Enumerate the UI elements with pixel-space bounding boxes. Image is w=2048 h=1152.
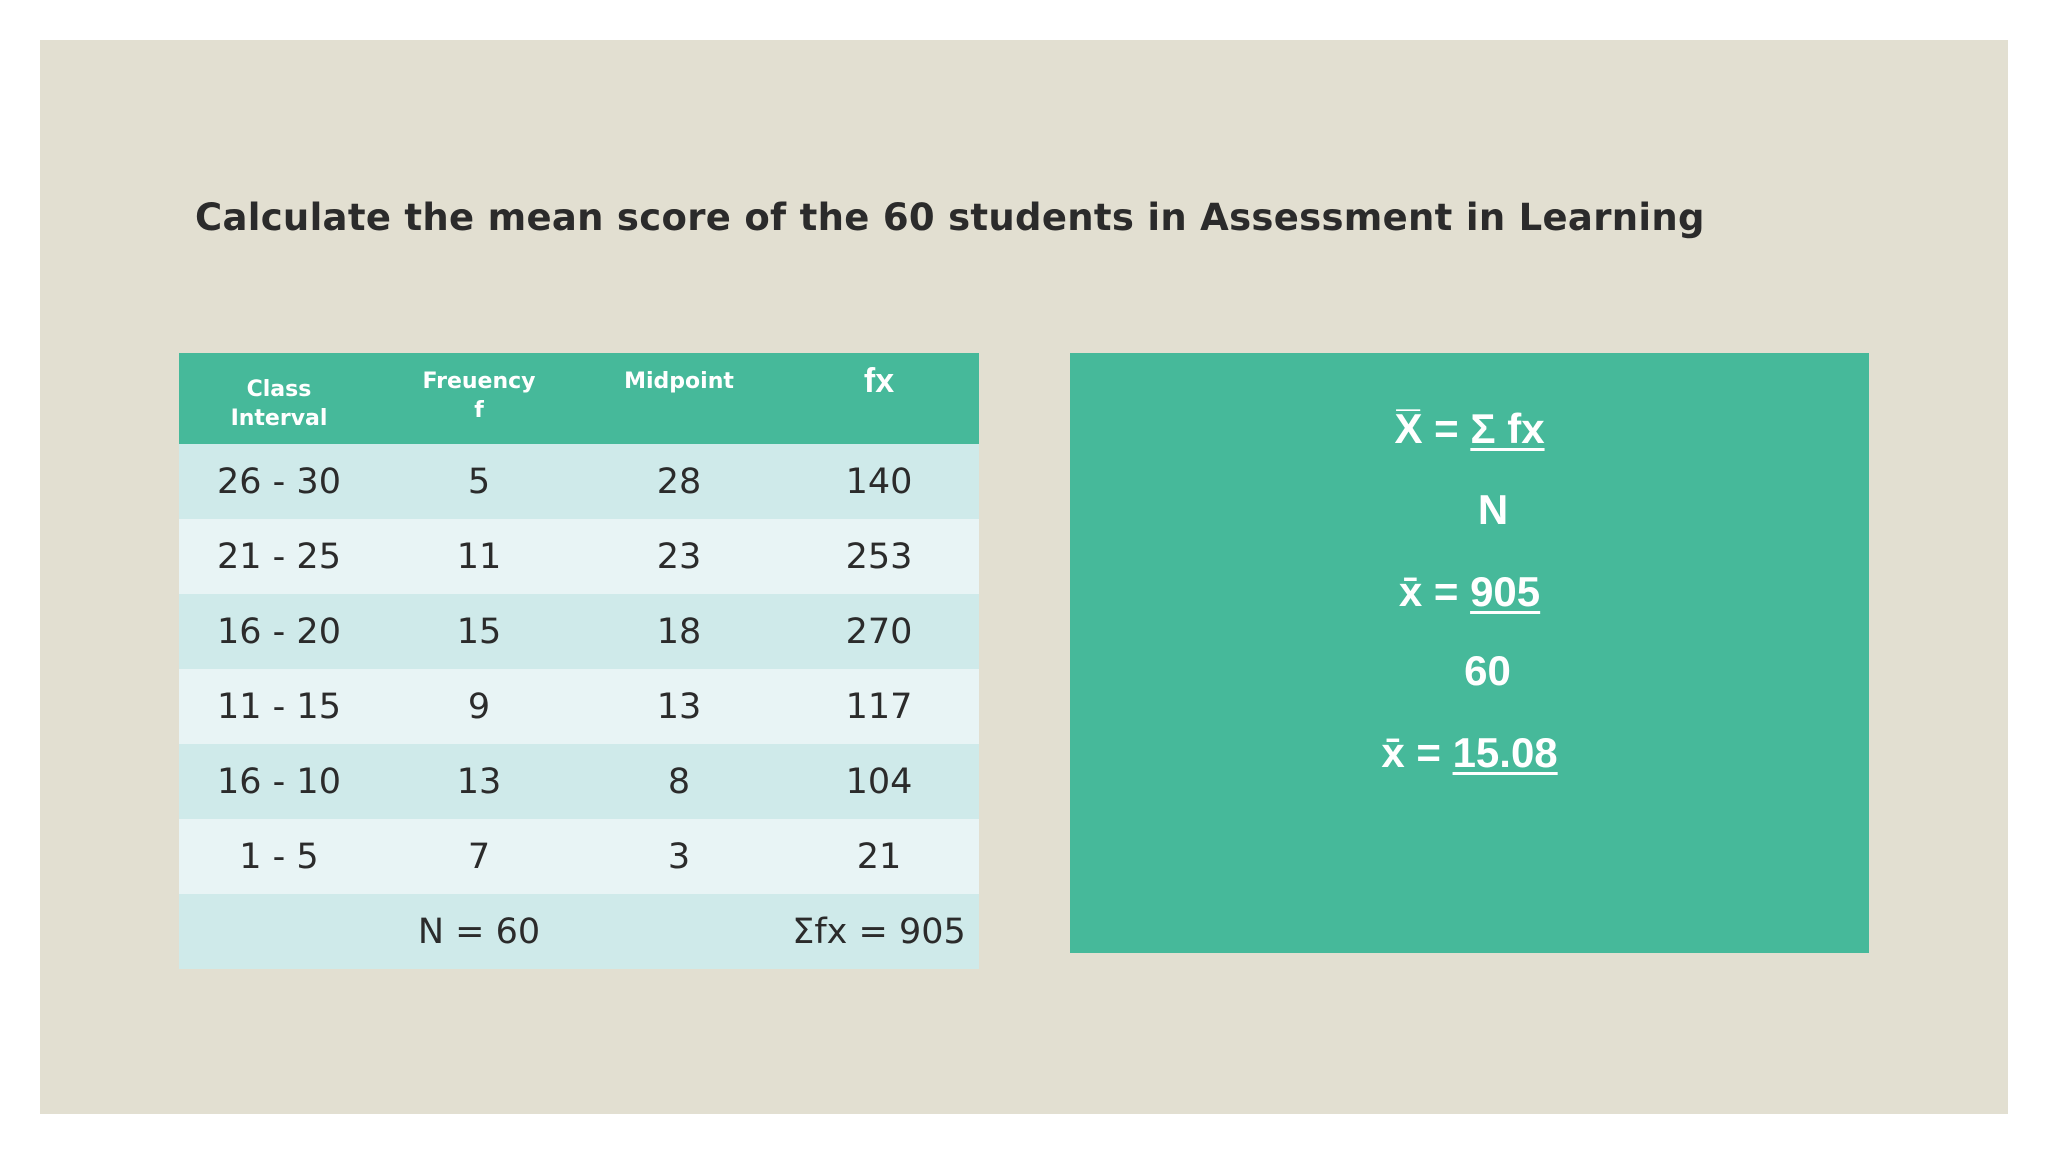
- formula-lhs: X̅ =: [1394, 405, 1471, 452]
- table-row: [179, 819, 979, 894]
- formula-lhs: x̄ =: [1398, 568, 1471, 615]
- formula-line-substitution: [1070, 568, 1869, 616]
- cell-midpoint: 18: [656, 611, 702, 652]
- header-fx: fx: [863, 362, 895, 400]
- cell-frequency: 5: [467, 461, 491, 502]
- table-row: [179, 444, 979, 519]
- formula-line-n-value: [1070, 647, 1869, 695]
- header-class-interval: Class Interval: [230, 377, 328, 431]
- cell-interval: 16 - 10: [217, 761, 341, 802]
- cell-interval: 11 - 15: [217, 686, 341, 727]
- cell-interval: 26 - 30: [217, 461, 341, 502]
- cell-midpoint: 8: [667, 761, 691, 802]
- table-header-row: [179, 353, 979, 444]
- table-totals-row: [179, 894, 979, 969]
- cell-midpoint: 3: [667, 836, 691, 877]
- cell-midpoint: 28: [656, 461, 702, 502]
- cell-interval-total: [179, 894, 379, 969]
- header-frequency: Freuency f: [422, 369, 536, 423]
- formula-panel: [1070, 353, 1869, 953]
- formula-result: 15.08: [1452, 729, 1558, 776]
- formula-line-mean-definition: [1070, 405, 1869, 453]
- cell-frequency: 13: [456, 761, 502, 802]
- cell-interval: 21 - 25: [217, 536, 341, 577]
- cell-midpoint-total: [579, 894, 779, 969]
- formula-line-denominator: [1070, 486, 1869, 534]
- header-midpoint: Midpoint: [624, 369, 734, 394]
- table-row: [179, 744, 979, 819]
- formula-n-value: 60: [1464, 647, 1511, 694]
- cell-fx: 140: [845, 461, 913, 502]
- cell-frequency: 7: [467, 836, 491, 877]
- slide: [40, 40, 2008, 1114]
- formula-numerator: Σ fx: [1470, 405, 1545, 452]
- slide-title: Calculate the mean score of the 60 students in Assessment in Learning: [195, 196, 1705, 239]
- cell-midpoint: 23: [656, 536, 702, 577]
- formula-line-result: [1070, 729, 1869, 777]
- formula-lhs: x̄ =: [1381, 729, 1453, 776]
- table-row: [179, 594, 979, 669]
- table-row: [179, 669, 979, 744]
- cell-fx: 270: [845, 611, 913, 652]
- cell-fx: 104: [845, 761, 913, 802]
- cell-fx-total: Σfx = 905: [792, 911, 966, 952]
- formula-sum-value: 905: [1470, 568, 1541, 615]
- formula-denominator: N: [1477, 486, 1509, 533]
- cell-midpoint: 13: [656, 686, 702, 727]
- cell-interval: 1 - 5: [239, 836, 319, 877]
- cell-fx: 117: [845, 686, 913, 727]
- cell-frequency: 15: [456, 611, 502, 652]
- cell-fx: 21: [856, 836, 902, 877]
- cell-frequency: 9: [467, 686, 491, 727]
- cell-frequency: 11: [456, 536, 502, 577]
- cell-interval: 16 - 20: [217, 611, 341, 652]
- cell-fx: 253: [845, 536, 913, 577]
- cell-frequency-total: N = 60: [417, 911, 541, 952]
- table-row: [179, 519, 979, 594]
- frequency-table: [179, 353, 979, 969]
